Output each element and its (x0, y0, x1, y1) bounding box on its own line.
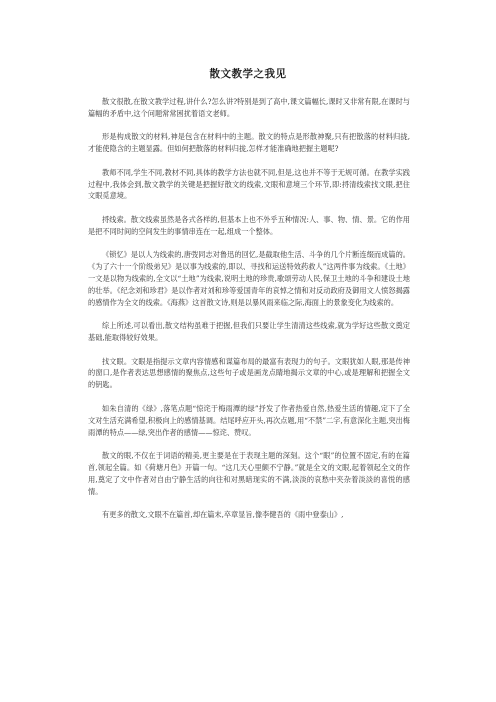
paragraph: 如朱自清的《绿》,落笔点题“惊诧于梅雨潭的绿”抒发了作者热爱自然,热爱生活的情趣,定下了全文对生活充满希望,积极向上的感情基调。结尾呼应开头,再次点题,用“不禁”二字,有意深化主题,突出梅雨潭的特点——绿,突出作者的感情——惊诧、赞叹。 (88, 403, 410, 437)
document-title: 散文教学之我见 (209, 68, 287, 80)
document-body (88, 96, 410, 532)
paragraph: 形是构成散文的材料,神是包含在材料中的主题。散文的特点是形散神聚,只有把散落的材料归拢,才能使隐含的主题显露。但如何把散落的材料归拢,怎样才能准确地把握主题呢? (88, 132, 410, 154)
paragraph: 《锁忆》是以人为线索的,唐弢同志对鲁迅的回忆,是截取他生活、斗争的几个片断连缀而成篇的。《为了六十一个阶级弟兄》是以事为线索的,即以、寻找和运送特效药救人”这两件事为线索。《土地》一文是以物为线索的,全文以“土地”为线索,说明土地的珍贵,歌颂劳动人民,保卫土地的斗争和建设土地的壮举。《纪念刘和珍君》是以作者对刘和珍等爱国青年的哀悼之情和对反动政府及御用文人愤怒揭露的感情作为全文的线索。《海燕》这首散文诗,则是以暴风雨来临之际,海面上的景象变化为线索的。 (88, 250, 410, 307)
paragraph: 散文的眼,不仅在于词语的精美,更主要是在于表现主题的深刻。这个“眼”的位置不固定,有的在篇首,领起全篇。如《荷塘月色》开篇一句。“这几天心里颇不宁静。”就是全文的文眼,起着领起全文的作用,奠定了文中作者对自由宁静生活的向往和对黑暗现实的不满,淡淡的哀愁中夹杂着淡淡的喜悦的感情。 (88, 450, 410, 496)
paragraph: 教师不同,学生不同,教材不同,具体的教学方法也就不同,但是,这也并不等于无规可循。在教学实践过程中,我体会到,散文教学的关键是把握好散文的线索,文眼和意境三个环节,即:捋清线索找文眼,把住文眼觅意境。 (88, 167, 410, 201)
paragraph: 散文很散,在散文教学过程,讲什么?怎么讲?特别是到了高中,课文篇幅长,课时又非常有限,在课时与篇幅的矛盾中,这个问题常常困扰着语文老师。 (88, 97, 410, 118)
paragraph: 找文眼。文眼是指提示文章内容情感和谋篇布局的最富有表现力的句子。文眼犹如人眼,那是传神的窗口,是作者表达思想感情的聚焦点,这些句子或是画龙点睛地揭示文章的中心,或是理解和把握全文的钥匙。 (88, 356, 410, 390)
paragraph: 综上所述,可以看出,散文结构虽难于把握,但我们只要让学生清清这些线索,就为学好这些散文奠定基础,能取得较好效果。 (88, 321, 410, 343)
paragraph: 捋线索。散文线索虽然是各式各样的,但基本上也不外乎五种情况:人、事、物、情、景。它的作用是把不同时间的空间发生的事情串连在一起,组成一个整体。 (88, 214, 410, 236)
paragraph: 有更多的散文,文眼不在篇首,却在篇末,卒章显旨,像李健吾的《雨中登泰山》, (102, 510, 344, 520)
